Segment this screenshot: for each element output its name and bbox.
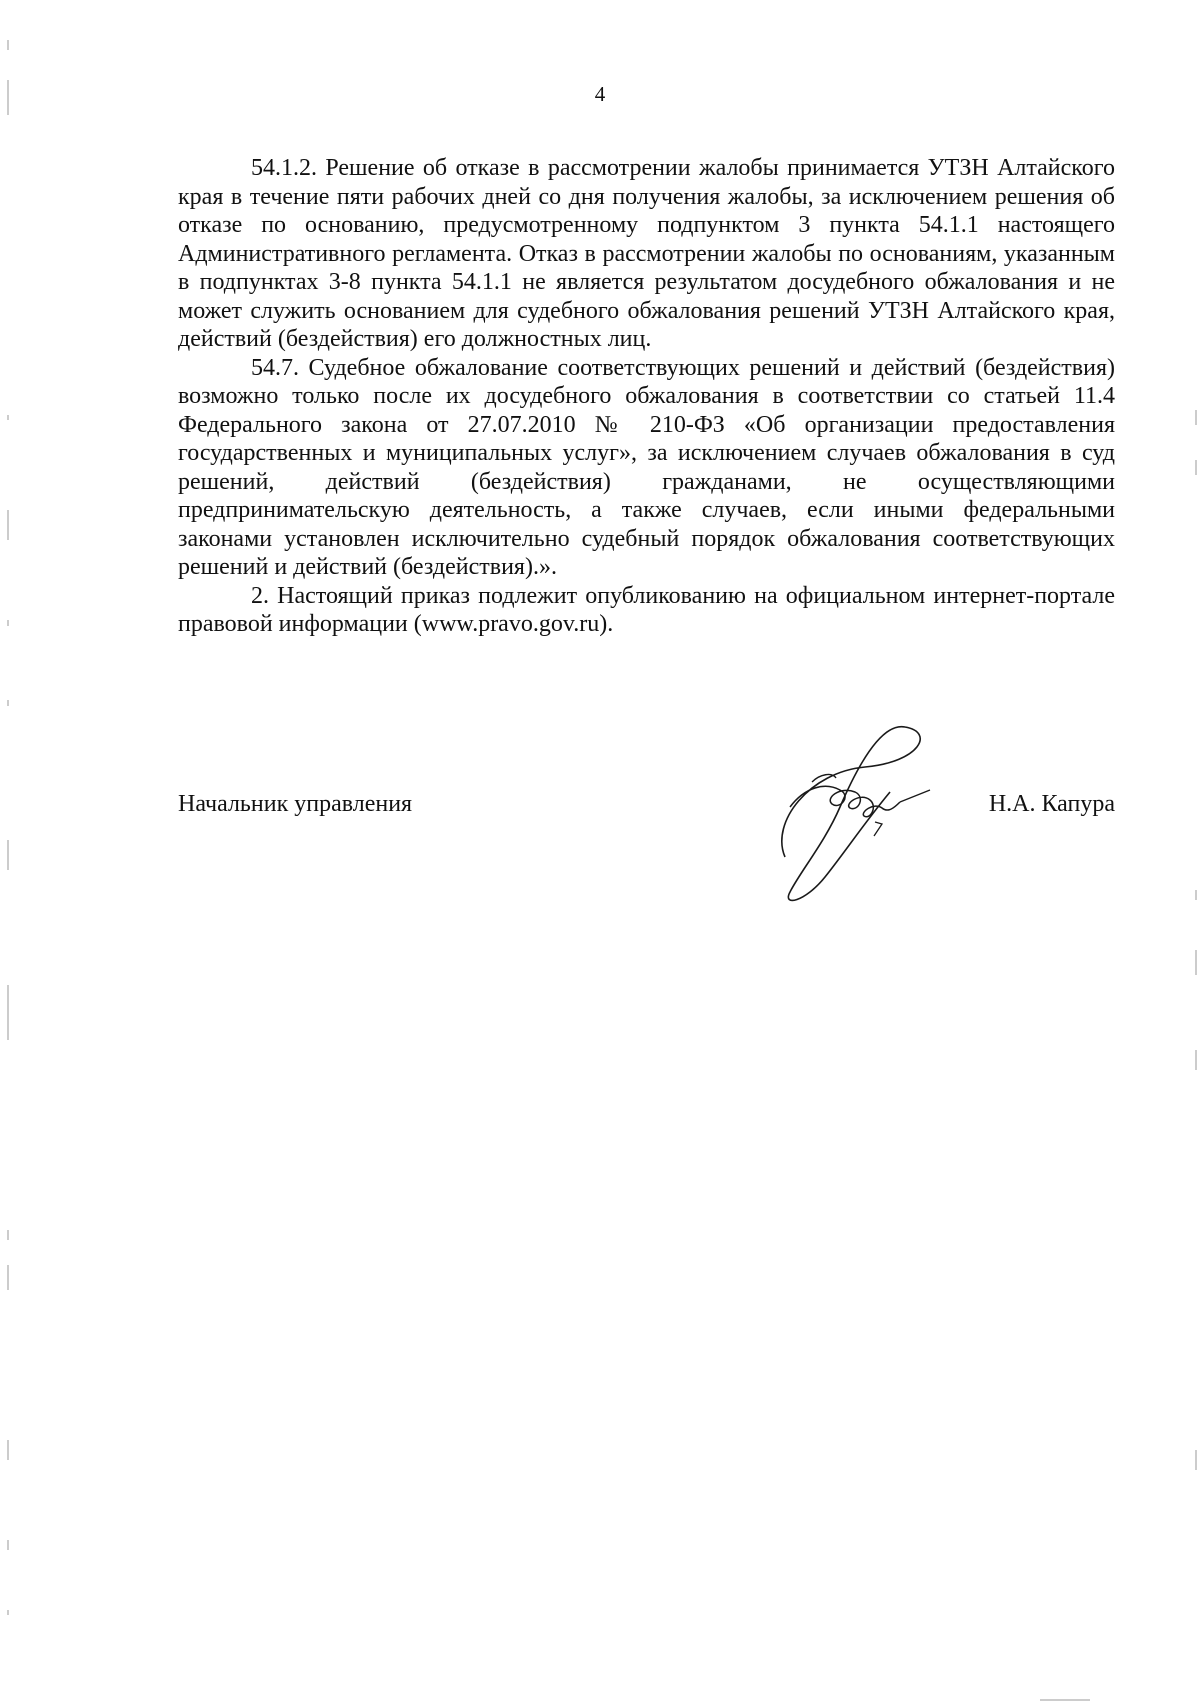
paragraph-54-7: 54.7. Судебное обжалование соответствующих решений и действий (бездействия) возможно только после их досудебного обжалования в соответствии со статьей 11.4 Федерального закона от 27.07.2010 № 210-ФЗ «Об организации предоставления государственных и муниципальных услуг», за исключением случаев обжалования в суд решений, действий (бездействия) гражданами, не осуществляющими предпринимательскую деятельность, а также случаев, если иными федеральными законами установлен исключительно судебный порядок обжалования соответствующих решений и действий (бездействия).». <box>178 354 1115 580</box>
document-body <box>178 154 1115 639</box>
page-number: 4 <box>594 82 606 106</box>
signer-position: Начальник управления <box>178 791 413 817</box>
paragraph-2-publication: 2. Настоящий приказ подлежит опубликованию на официальном интернет-портале правовой информации (www.pravo.gov.ru). <box>178 582 1115 637</box>
signature-block <box>178 790 1115 830</box>
paragraph-54-1-2: 54.1.2. Решение об отказе в рассмотрении жалобы принимается УТЗН Алтайского края в течение пяти рабочих дней со дня получения жалобы, за исключением решения об отказе по основанию, предусмотренному подпунктом 3 пункта 54.1.1 настоящего Административного регламента. Отказ в рассмотрении жалобы по основаниям, указанным в подпунктах 3-8 пункта 54.1.1 не является результатом досудебного обжалования и не может служить основанием для судебного обжалования решений УТЗН Алтайского края, действий (бездействия) его должностных лиц. <box>178 155 1115 352</box>
signer-name: Н.А. Капура <box>988 791 1115 817</box>
